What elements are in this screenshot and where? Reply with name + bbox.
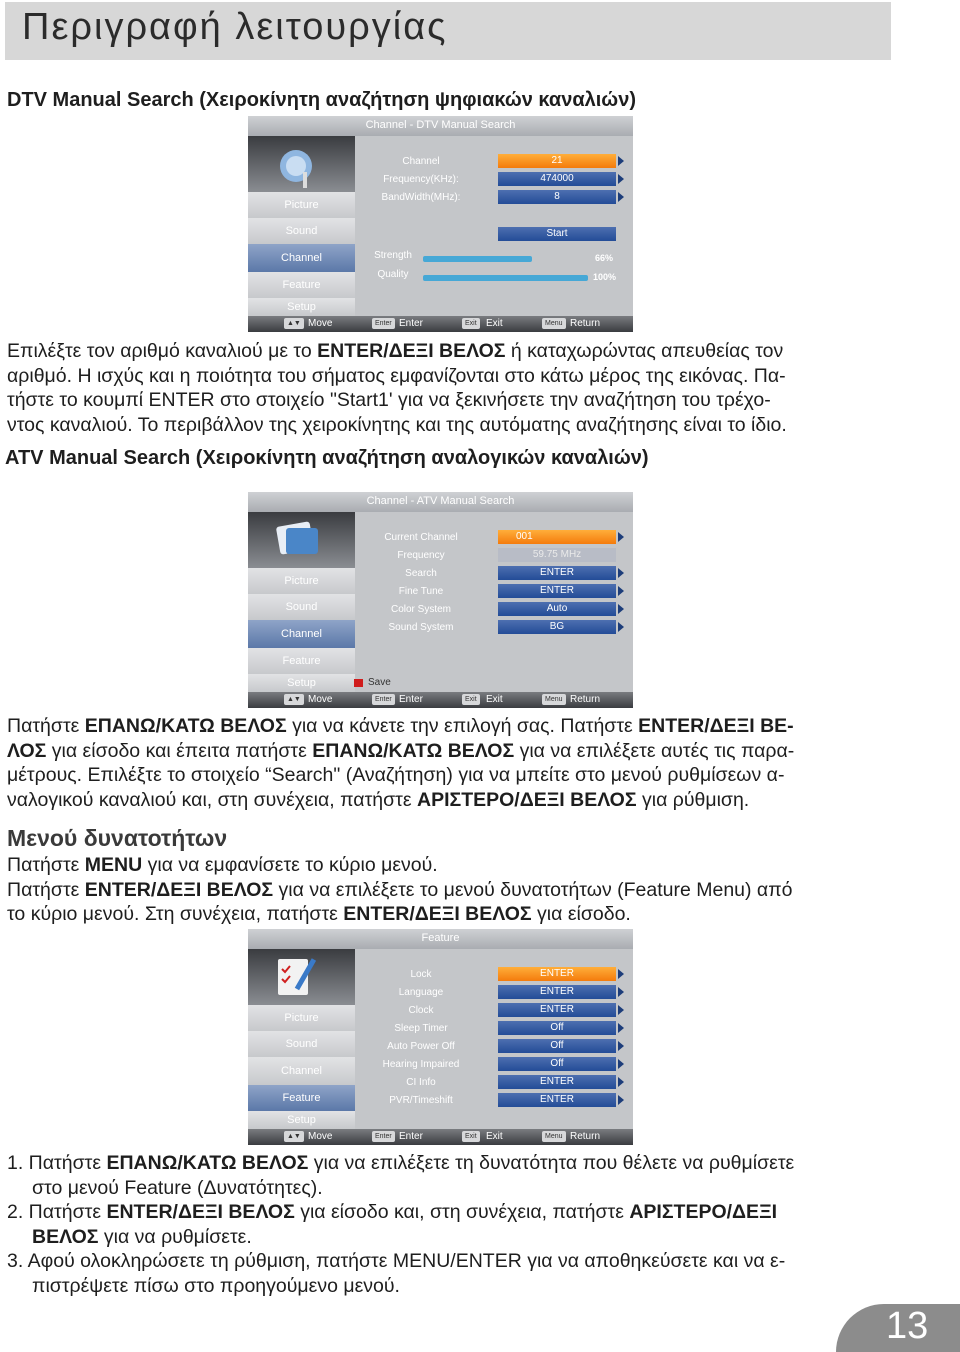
row-label-ci-info: CI Info	[406, 1077, 436, 1088]
row-value-frequency[interactable]: 474000	[498, 172, 616, 186]
exit-key-icon: Exit	[462, 1131, 480, 1142]
strength-label: Strength	[374, 250, 412, 261]
menu-title-bar	[248, 492, 633, 512]
atv-description	[7, 714, 897, 812]
text-line: ΒΕΛΟΣ για να ρυθμίσετε.	[32, 1225, 252, 1248]
right-arrow-icon	[618, 174, 624, 184]
sidebar-item-sound[interactable]: Sound	[248, 1031, 355, 1057]
row-label-frequency: Frequency	[397, 550, 445, 561]
right-arrow-icon	[618, 586, 624, 596]
enter-key-icon: Enter	[372, 1131, 395, 1142]
row-value-sound-system[interactable]: BG	[498, 620, 616, 634]
text-line: 3. Αφού ολοκληρώσετε τη ρύθμιση, πατήστε MENU/ENTER για να αποθηκεύσετε και να ε-	[7, 1250, 786, 1272]
sidebar-item-channel[interactable]: Channel	[248, 620, 355, 648]
right-arrow-icon	[618, 1077, 624, 1087]
sidebar-item-setup[interactable]: Setup	[248, 674, 355, 692]
menu-key-icon: Menu	[542, 694, 566, 705]
row-value-lock[interactable]: ENTER	[498, 967, 616, 981]
text-line: τήστε το κουμπί ENTER στο στοιχείο "Start1' για να ξεκινήσετε την αναζήτηση του τρέχο-	[7, 389, 771, 411]
row-value-fine-tune[interactable]: ENTER	[498, 584, 616, 598]
sidebar-item-feature[interactable]: Feature	[248, 648, 355, 674]
footer-move: Move	[308, 694, 333, 705]
row-label-lock: Lock	[410, 969, 432, 980]
exit-key-icon: Exit	[462, 694, 480, 705]
text-line: ντος καναλιού. Το περιβάλλον της χειροκίνητης και της αυτόματης αναζήτησης είναι το ίδιο.	[7, 413, 787, 436]
sidebar-item-picture[interactable]: Picture	[248, 568, 355, 594]
footer-enter: Enter	[399, 1131, 423, 1142]
sidebar-item-feature[interactable]: Feature	[248, 272, 355, 298]
sidebar-item-picture[interactable]: Picture	[248, 192, 355, 218]
menu-footer	[248, 316, 633, 332]
row-label-fine-tune: Fine Tune	[398, 586, 444, 597]
sidebar-item-feature[interactable]: Feature	[248, 1085, 355, 1111]
row-value-channel[interactable]: 21	[498, 154, 616, 168]
sidebar-item-channel[interactable]: Channel	[248, 244, 355, 272]
row-value-search[interactable]: ENTER	[498, 566, 616, 580]
footer-exit: Exit	[486, 1131, 503, 1142]
sidebar-item-sound[interactable]: Sound	[248, 594, 355, 620]
feature-intro	[7, 853, 897, 927]
row-label-sound-system: Sound System	[388, 622, 454, 633]
row-label-language: Language	[398, 987, 444, 998]
text-line: αριθμό. Η ισχύς και η ποιότητα του σήματος εμφανίζονται στο κάτω μέρος της εικόνας. Πα-	[7, 364, 786, 387]
atv-heading: ATV Manual Search (Χειροκίνητη αναζήτηση αναλογικών καναλιών)	[5, 447, 649, 469]
text-line: μέτρους. Επιλέξτε το στοιχείο “Search" (Αναζήτηση) για να μπείτε στο μενού ρυθμίσεων α-	[7, 764, 785, 786]
row-label-hearing-impaired: Hearing Impaired	[382, 1059, 460, 1070]
feature-steps	[7, 1151, 897, 1298]
row-label-channel: Channel	[402, 156, 440, 167]
right-arrow-icon	[618, 156, 624, 166]
page-number: 13	[886, 1305, 929, 1347]
quality-bar	[423, 275, 588, 281]
sidebar-item-sound[interactable]: Sound	[248, 218, 355, 244]
right-arrow-icon	[618, 604, 624, 614]
menu-footer	[248, 1129, 633, 1145]
footer-move: Move	[308, 1131, 333, 1142]
text-line: 1. Πατήστε ΕΠΑΝΩ/ΚΑΤΩ ΒΕΛΟΣ για να επιλέξετε τη δυνατότητα που θέλετε να ρυθμίσετε	[7, 1152, 795, 1174]
row-value-ci-info[interactable]: ENTER	[498, 1075, 616, 1089]
text-line: Πατήστε ΕΠΑΝΩ/ΚΑΤΩ ΒΕΛΟΣ για να κάνετε την επιλογή σας. Πατήστε ENTER/ΔΕΞΙ ΒΕ-	[7, 715, 794, 737]
text-line: πιστρέψετε πίσω στο προηγούμενο μενού.	[32, 1274, 400, 1297]
menu-footer	[248, 692, 633, 708]
text-line: Πατήστε ENTER/ΔΕΞΙ ΒΕΛΟΣ για να επιλέξετε το μενού δυνατοτήτων (Feature Menu) από	[7, 878, 793, 901]
footer-return: Return	[570, 318, 601, 329]
menu-title: Channel - ATV Manual Search	[366, 495, 515, 507]
menu-key-icon: Menu	[542, 318, 566, 329]
right-arrow-icon	[618, 1005, 624, 1015]
quality-label: Quality	[377, 269, 409, 280]
sidebar-item-channel[interactable]: Channel	[248, 1057, 355, 1085]
right-arrow-icon	[618, 622, 624, 632]
right-arrow-icon	[618, 1023, 624, 1033]
menu-key-icon: Menu	[542, 1131, 566, 1142]
row-value-clock[interactable]: ENTER	[498, 1003, 616, 1017]
feature-menu-heading: Μενού δυνατοτήτων	[7, 825, 228, 851]
right-arrow-icon	[618, 192, 624, 202]
row-value-auto-power-off[interactable]: Off	[498, 1039, 616, 1053]
page-title: Περιγραφή λειτουργίας	[22, 6, 448, 48]
row-label-search: Search	[405, 568, 437, 579]
row-label-sleep-timer: Sleep Timer	[394, 1023, 448, 1034]
strength-bar	[423, 256, 532, 262]
save-red-icon	[354, 679, 363, 687]
row-label-color-system: Color System	[390, 604, 451, 615]
row-value-current-channel[interactable]: 001	[498, 530, 616, 544]
move-key-icon: ▲▼	[284, 318, 304, 329]
exit-key-icon: Exit	[462, 318, 480, 329]
row-value-color-system[interactable]: Auto	[498, 602, 616, 616]
quality-value: 100%	[593, 272, 617, 282]
feature-menu-screenshot	[248, 929, 633, 1145]
footer-return: Return	[570, 1131, 601, 1142]
footer-enter: Enter	[399, 694, 423, 705]
strength-value: 66%	[595, 253, 614, 263]
row-value-frequency: 59.75 MHz	[498, 548, 616, 562]
row-value-language[interactable]: ENTER	[498, 985, 616, 999]
text-line: Επιλέξτε τον αριθμό καναλιού με το ENTER/ΔΕΞΙ ΒΕΛΟΣ ή καταχωρώντας απευθείας τον	[7, 340, 784, 362]
text-line: στο μενού Feature (Δυνατότητες).	[32, 1176, 323, 1199]
menu-title-bar	[248, 929, 633, 949]
move-key-icon: ▲▼	[284, 1131, 304, 1142]
text-line: 2. Πατήστε ENTER/ΔΕΞΙ ΒΕΛΟΣ για είσοδο και, στη συνέχεια, πατήστε ΑΡΙΣΤΕΡΟ/ΔΕΞΙ	[7, 1201, 778, 1223]
menu-title-bar	[248, 116, 633, 136]
row-label-frequency: Frequency(KHz):	[383, 174, 459, 185]
row-label-pvr-timeshift: PVR/Timeshift	[389, 1095, 453, 1106]
right-arrow-icon	[618, 532, 624, 542]
enter-key-icon: Enter	[372, 694, 395, 705]
save-label[interactable]: Save	[368, 677, 391, 688]
right-arrow-icon	[618, 568, 624, 578]
dtv-manual-search-screenshot	[248, 116, 633, 332]
row-value-hearing-impaired[interactable]: Off	[498, 1057, 616, 1071]
dtv-heading: DTV Manual Search (Χειροκίνητη αναζήτηση ψηφιακών καναλιών)	[7, 89, 636, 111]
sidebar-item-setup[interactable]: Setup	[248, 298, 355, 316]
sidebar-item-picture[interactable]: Picture	[248, 1005, 355, 1031]
start-button[interactable]: Start	[498, 227, 616, 241]
checklist-pen-icon	[248, 949, 355, 1005]
menu-title: Channel - DTV Manual Search	[365, 119, 516, 131]
menu-title: Feature	[421, 932, 460, 944]
right-arrow-icon	[618, 1059, 624, 1069]
row-value-sleep-timer[interactable]: Off	[498, 1021, 616, 1035]
text-line: το κύριο μενού. Στη συνέχεια, πατήστε ENTER/ΔΕΞΙ ΒΕΛΟΣ για είσοδο.	[7, 903, 631, 925]
row-value-pvr-timeshift[interactable]: ENTER	[498, 1093, 616, 1107]
footer-move: Move	[308, 318, 333, 329]
channel-photo-icon	[248, 512, 355, 568]
row-label-bandwidth: BandWidth(MHz):	[381, 192, 461, 203]
enter-key-icon: Enter	[372, 318, 395, 329]
footer-exit: Exit	[486, 694, 503, 705]
footer-enter: Enter	[399, 318, 423, 329]
right-arrow-icon	[618, 987, 624, 997]
footer-return: Return	[570, 694, 601, 705]
row-label-clock: Clock	[408, 1005, 434, 1016]
right-arrow-icon	[618, 1041, 624, 1051]
row-value-bandwidth[interactable]: 8	[498, 190, 616, 204]
text-line: ΛΟΣ για είσοδο και έπειτα πατήστε ΕΠΑΝΩ/ΚΑΤΩ ΒΕΛΟΣ για να επιλέξετε αυτές τις παρα-	[7, 739, 795, 762]
row-label-auto-power-off: Auto Power Off	[387, 1041, 455, 1052]
dtv-description	[7, 339, 897, 437]
footer-exit: Exit	[486, 318, 503, 329]
text-line: ναλογικού καναλιού και, στη συνέχεια, πατήστε ΑΡΙΣΤΕΡΟ/ΔΕΞΙ ΒΕΛΟΣ για ρύθμιση.	[7, 788, 750, 811]
row-label-current-channel: Current Channel	[384, 532, 458, 543]
move-key-icon: ▲▼	[284, 694, 304, 705]
satellite-dish-icon	[248, 136, 355, 192]
sidebar-item-setup[interactable]: Setup	[248, 1111, 355, 1129]
right-arrow-icon	[618, 1095, 624, 1105]
right-arrow-icon	[618, 969, 624, 979]
atv-manual-search-screenshot	[248, 492, 633, 708]
text-line: Πατήστε MENU για να εμφανίσετε το κύριο μενού.	[7, 854, 438, 876]
